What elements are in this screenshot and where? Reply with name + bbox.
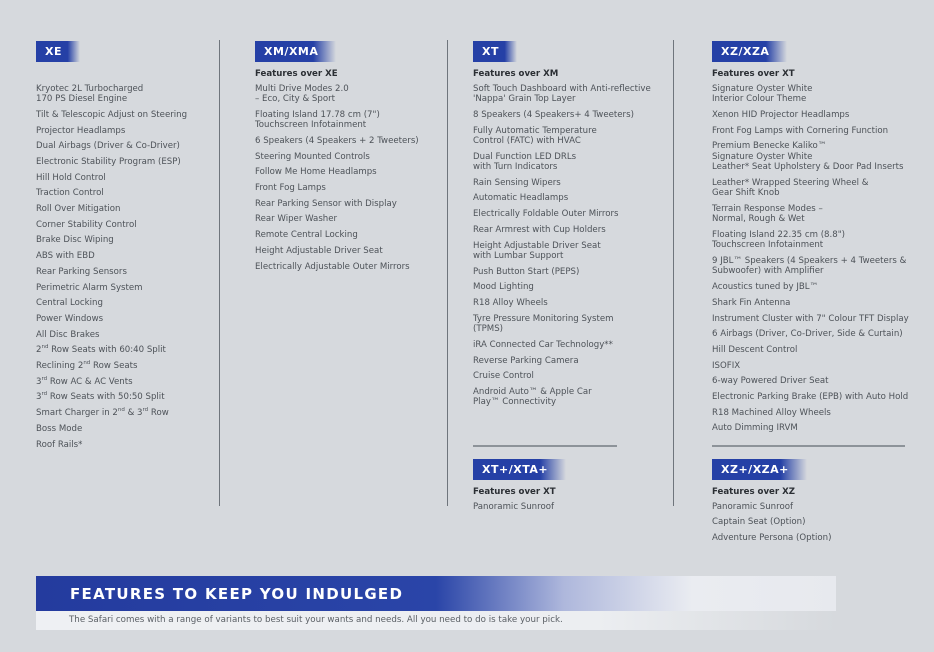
feature-item: Boss Mode [36,423,83,434]
feature-item: Front Fog Lamps with Cornering Function [712,125,889,136]
feature-item: 9 JBL™ Speakers (4 Speakers + 4 Tweeters & Subwoofer) with Amplifier [712,256,907,277]
feature-item: Fully Automatic Temperature Control (FATC) with HVAC [473,125,597,146]
feature-item: Push Button Start (PEPS) [473,266,580,277]
variant-tag: XZ+/XZA+ [712,459,807,480]
feature-item: Android Auto™ & Apple Car Play™ Connectivity [473,386,592,408]
feature-item: Instrument Cluster with 7" Colour TFT Display [712,313,909,324]
features-subtitle: Features over XZ [712,487,795,497]
feature-item: Rear Wiper Washer [255,214,338,225]
section-divider [473,445,617,447]
feature-item: iRA Connected Car Technology** [473,339,613,350]
feature-item: R18 Machined Alloy Wheels [712,407,831,418]
feature-item: Electrically Foldable Outer Mirrors [473,209,619,220]
feature-item: Rain Sensing Wipers [473,177,561,188]
features-subtitle: Features over XT [473,487,556,497]
column-divider [219,40,220,506]
feature-item: Tilt & Telescopic Adjust on Steering [36,109,188,120]
features-subtitle: Features over XT [712,69,795,79]
feature-item: Rear Parking Sensor with Display [255,198,397,209]
feature-item: Electrically Adjustable Outer Mirrors [255,261,410,272]
feature-item: Multi Drive Modes 2.0 – Eco, City & Sport [255,83,349,105]
feature-item: Reclining 2nd Row Seats [36,360,138,372]
column-divider [447,40,448,506]
feature-item: Reverse Parking Camera [473,355,579,366]
feature-item: Rear Parking Sensors [36,266,127,277]
feature-item: Steering Mounted Controls [255,151,370,162]
feature-item: Power Windows [36,313,104,324]
feature-item: Rear Armrest with Cup Holders [473,224,606,235]
feature-item: Automatic Headlamps [473,193,569,204]
feature-item: 6 Airbags (Driver, Co-Driver, Side & Curtain) [712,329,903,340]
features-banner [36,576,836,611]
feature-item: Captain Seat (Option) [712,517,806,528]
feature-item: Shark Fin Antenna [712,297,791,308]
feature-item: Adventure Persona (Option) [712,533,832,544]
feature-item: 8 Speakers (4 Speakers+ 4 Tweeters) [473,109,634,120]
variant-column-xz [712,40,909,439]
feature-item: Terrain Response Modes – Normal, Rough & Wet [712,203,823,225]
column-divider [673,40,674,506]
feature-item: Traction Control [36,188,104,199]
feature-item: Panoramic Sunroof [473,501,555,512]
feature-item: Floating Island 17.78 cm (7") Touchscreen Infotainment [255,109,380,131]
feature-item: R18 Alloy Wheels [473,298,548,309]
feature-item: Remote Central Locking [255,230,358,241]
feature-item: Signature Oyster White Interior Colour Theme [712,83,813,105]
feature-item: Dual Function LED DRLs with Turn Indicators [473,151,577,173]
feature-item: Mood Lighting [473,282,534,293]
features-subtitle: Features over XE [255,69,338,79]
feature-item: Perimetric Alarm System [36,282,143,293]
feature-item: Kryotec 2L Turbocharged 170 PS Diesel Engine [36,83,144,105]
feature-item: Auto Dimming IRVM [712,423,798,434]
feature-item: 2nd Row Seats with 60:40 Split [36,344,166,356]
feature-item: Corner Stability Control [36,219,137,230]
feature-item: 3rd Row AC & AC Vents [36,375,133,387]
feature-item: 6-way Powered Driver Seat [712,376,829,387]
feature-item: Roll Over Mitigation [36,204,121,215]
feature-item: Height Adjustable Driver Seat with Lumbar Support [473,240,601,261]
variant-tag: XT [473,41,517,62]
feature-item: Hill Hold Control [36,172,106,183]
feature-item: Front Fog Lamps [255,183,326,194]
banner-note: The Safari comes with a range of variants to best suit your wants and needs. All you need to do is take your pick. [69,615,563,625]
variant-tag: XM/XMA [255,41,336,62]
feature-item: Premium Benecke Kaliko™ Signature Oyster White Leather* Seat Upholstery & Door Pad Inserts [712,141,904,173]
feature-item: Central Locking [36,298,103,309]
banner-title: FEATURES TO KEEP YOU INDULGED [70,585,404,603]
feature-item: Electronic Stability Program (ESP) [36,156,181,167]
feature-item: 6 Speakers (4 Speakers + 2 Tweeters) [255,135,419,146]
feature-item: Soft Touch Dashboard with Anti-reflective 'Nappa' Grain Top Layer [473,83,651,105]
feature-item: Tyre Pressure Monitoring System (TPMS) [473,313,614,335]
features-subtitle [36,68,187,84]
feature-item: ABS with EBD [36,251,95,262]
feature-item: Follow Me Home Headlamps [255,167,377,178]
variant-column-xt [473,40,651,413]
feature-item: 3rd Row Seats with 50:50 Split [36,391,165,403]
feature-item: Projector Headlamps [36,125,126,136]
feature-item: Height Adjustable Driver Seat [255,245,383,256]
variant-column-xz-plus [712,458,831,549]
section-divider [712,445,905,447]
feature-item: Roof Rails* [36,439,83,450]
feature-item: Cruise Control [473,371,534,382]
variant-column-xt-plus [473,458,566,517]
feature-item: ISOFIX [712,360,741,371]
variant-tag: XE [36,41,80,62]
feature-item: Brake Disc Wiping [36,235,114,246]
variant-column-xe [36,40,187,455]
variant-tag: XZ/XZA [712,41,787,62]
variant-column-xm [255,40,419,277]
feature-item: Leather* Wrapped Steering Wheel & Gear Shift Knob [712,177,869,199]
variant-tag: XT+/XTA+ [473,459,566,480]
feature-item: Xenon HID Projector Headlamps [712,109,850,120]
feature-item: Dual Airbags (Driver & Co-Driver) [36,141,180,152]
feature-item: Electronic Parking Brake (EPB) with Auto Hold [712,392,909,403]
feature-item: Floating Island 22.35 cm (8.8") Touchscreen Infotainment [712,229,846,251]
banner-note-strip [36,611,836,630]
features-subtitle: Features over XM [473,69,559,79]
feature-item: Smart Charger in 2nd & 3rd Row [36,407,169,419]
feature-item: Hill Descent Control [712,344,798,355]
feature-item: All Disc Brakes [36,329,100,340]
feature-item: Panoramic Sunroof [712,501,794,512]
feature-item: Acoustics tuned by JBL™ [712,282,819,293]
